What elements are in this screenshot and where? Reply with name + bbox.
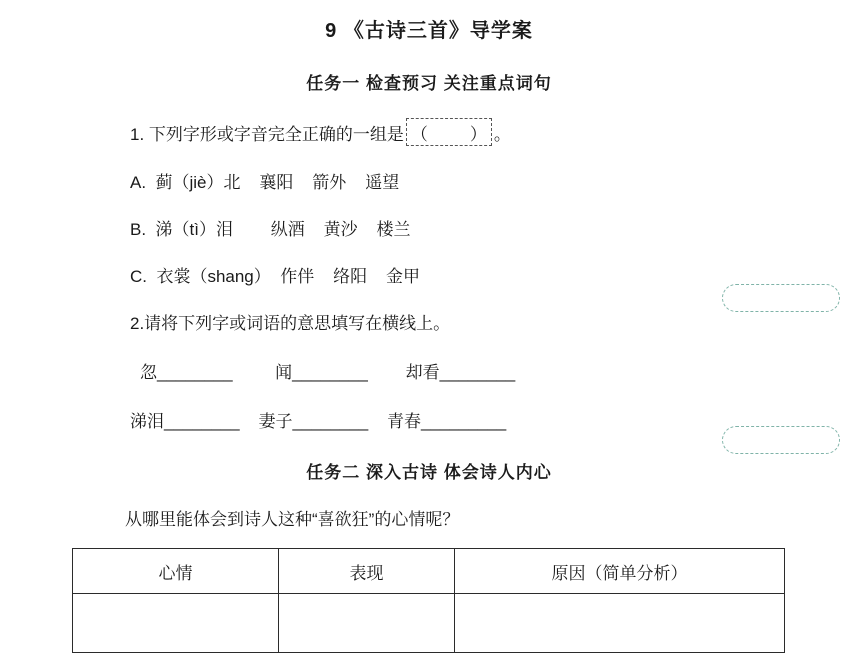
question-2-text: 2.请将下列字或词语的意思填写在横线上。	[130, 314, 451, 333]
question-1-text: 1. 下列字形或字音完全正确的一组是	[130, 124, 404, 144]
worksheet-page	[0, 14, 858, 598]
option-b: B. 涕（tì）泪 纵酒 黄沙 楼兰	[130, 220, 411, 239]
table-header-manifestation: 表现	[279, 549, 455, 594]
analysis-table	[72, 548, 785, 653]
table-cell-reason[interactable]	[455, 594, 785, 653]
page-title: 9 《古诗三首》导学案	[325, 20, 533, 42]
side-marker-1[interactable]	[722, 284, 840, 312]
option-a: A. 蓟（jiè）北 襄阳 箭外 遥望	[130, 173, 400, 192]
table-header-reason: 原因（简单分析）	[455, 549, 785, 594]
task-one-heading: 任务一 检查预习 关注重点词句	[306, 74, 552, 93]
fill-row-1[interactable]: 忽________ 闻________ 却看________	[140, 363, 516, 382]
table-row	[73, 594, 785, 653]
question-1-answer-box[interactable]	[406, 118, 492, 146]
paren-right: ）	[469, 125, 487, 144]
table-header-row	[73, 549, 785, 594]
option-c: C. 衣裳（shang） 作伴 络阳 金甲	[130, 267, 420, 286]
side-marker-2[interactable]	[722, 426, 840, 454]
table-cell-manifestation[interactable]	[279, 594, 455, 653]
task-two-prompt: 从哪里能体会到诗人这种“喜欲狂”的心情呢？	[125, 510, 460, 529]
paren-left: （	[410, 125, 428, 144]
question-1-line	[130, 118, 858, 146]
fill-row-2[interactable]: 涕泪________ 妻子________ 青春_________	[130, 412, 507, 431]
table-cell-mood[interactable]	[73, 594, 279, 653]
table-header-mood: 心情	[73, 549, 279, 594]
question-1-suffix: 。	[493, 124, 511, 144]
task-two-heading: 任务二 深入古诗 体会诗人内心	[306, 463, 552, 482]
